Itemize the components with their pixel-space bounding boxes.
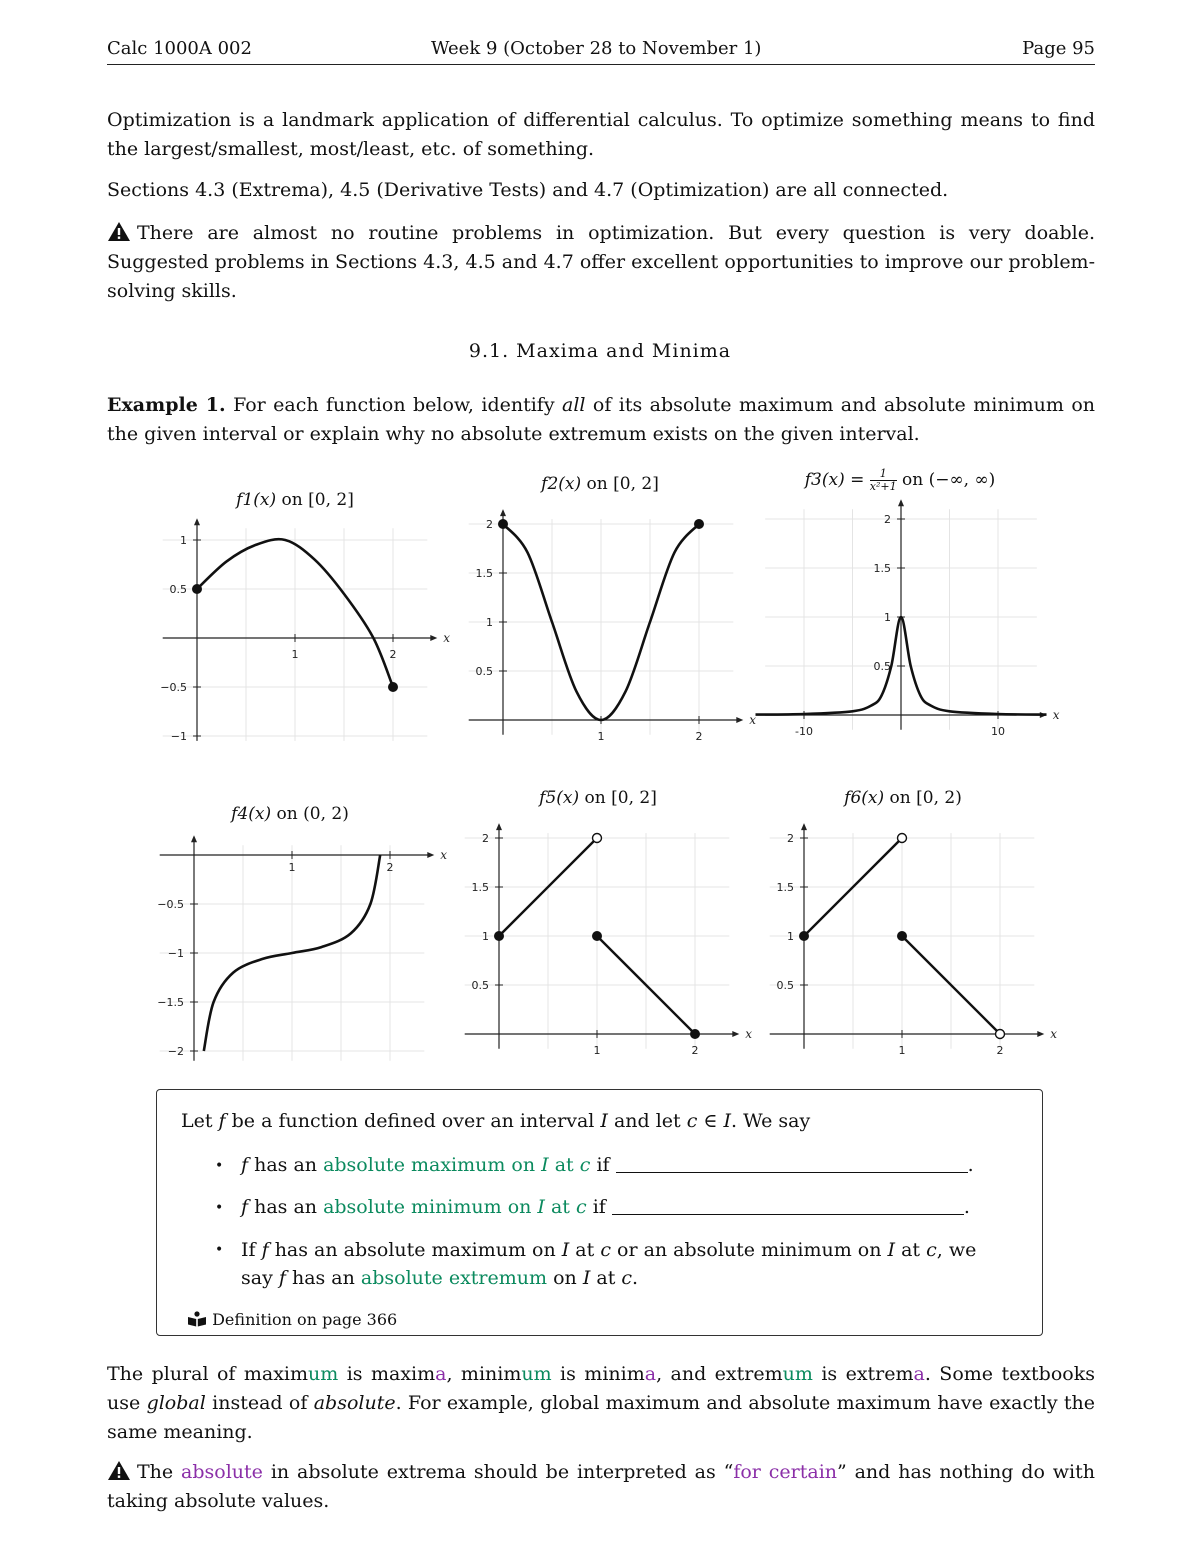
- y-tick-label: 0.5: [475, 665, 493, 678]
- x-tick-label: 2: [691, 1044, 699, 1057]
- plot-f4: [140, 835, 450, 1065]
- fill-in-blank-maximum[interactable]: [616, 1152, 968, 1173]
- plot-f6: [760, 820, 1060, 1065]
- x-axis-label: x: [443, 631, 451, 645]
- y-tick-label: 2: [884, 513, 891, 526]
- x-axis-arrow: [732, 1031, 739, 1037]
- example-label: Example 1.: [107, 394, 226, 416]
- absolute-note: The absolute in absolute extrema should be interpreted as “for certain” and has nothing do with taking absolute values.: [107, 1461, 1096, 1512]
- y-tick-label: 0.5: [169, 583, 187, 596]
- closed-endpoint-dot: [690, 1029, 700, 1039]
- plot-title-f2: f2(x) on [0, 2]: [541, 474, 659, 494]
- definition-intro: Let f be a function defined over an interval I and let c ∈ I. We say: [181, 1110, 811, 1132]
- closed-endpoint-dot: [192, 584, 202, 594]
- plot-f2: [455, 505, 755, 755]
- y-tick-label: −2: [167, 1045, 184, 1058]
- y-tick-label: 1: [787, 930, 794, 943]
- definition-box: [156, 1089, 1043, 1336]
- y-tick-label: 2: [486, 518, 493, 531]
- example-text-b: of its absolute maximum and absolute minimum on the given interval or explain why no absolute extremum exists on the given interval.: [107, 394, 1095, 445]
- y-tick-label: −1: [167, 947, 184, 960]
- intro-paragraph-1: Optimization is a landmark application of differential calculus. To optimize something means to find the largest/smallest, most/least, etc. of something.: [107, 109, 1095, 160]
- definition-absolute-extremum: If f has an absolute maximum on I at c or an absolute minimum on I at c, we say f has an absolute extremum on I at c.: [241, 1239, 977, 1289]
- y-axis-arrow: [496, 823, 502, 830]
- y-axis-arrow: [898, 499, 904, 506]
- x-tick-label: 2: [389, 648, 397, 661]
- y-tick-label: 1.5: [471, 881, 489, 894]
- closed-endpoint-dot: [498, 519, 508, 529]
- x-tick-label: 10: [991, 725, 1005, 738]
- y-tick-label: 1: [180, 534, 187, 547]
- x-axis-label: x: [1052, 708, 1060, 722]
- section-title: 9.1. Maxima and Minima: [468, 340, 732, 362]
- example-statement: [107, 391, 1095, 449]
- example-emphasis: all: [562, 394, 586, 416]
- intro-paragraph-2: Sections 4.3 (Extrema), 4.5 (Derivative Tests) and 4.7 (Optimization) are all connected.: [107, 179, 949, 201]
- example-text-a: For each function below, identify: [233, 394, 555, 416]
- y-tick-label: 0.5: [471, 979, 489, 992]
- closed-endpoint-dot: [897, 931, 907, 941]
- plot-title-f6: f6(x) on [0, 2): [844, 788, 962, 808]
- plot-f1: [140, 520, 450, 755]
- y-tick-label: −0.5: [160, 681, 187, 694]
- warning-icon: [107, 1460, 131, 1481]
- y-tick-label: 1: [482, 930, 489, 943]
- plot-title-f1: f1(x) on [0, 2]: [236, 490, 354, 510]
- x-tick-label: 2: [386, 861, 394, 874]
- x-axis-arrow: [736, 717, 743, 723]
- x-tick-label: 1: [291, 648, 299, 661]
- x-tick-label: -10: [795, 725, 813, 738]
- closed-endpoint-dot: [694, 519, 704, 529]
- y-tick-label: −1: [170, 730, 187, 743]
- y-axis-arrow: [194, 518, 200, 525]
- x-tick-label: 1: [288, 861, 296, 874]
- y-tick-label: 2: [482, 832, 489, 845]
- y-tick-label: 1.5: [776, 881, 794, 894]
- x-axis-label: x: [745, 1027, 753, 1041]
- x-tick-label: 1: [593, 1044, 601, 1057]
- plural-paragraph: The plural of maximum is maxima, minimum is minima, and extremum is extrema. Some textbooks use global instead of absolute. For example, global maximum and absolute maximum have exactly the same meaning.: [107, 1363, 1095, 1443]
- y-tick-label: 1: [486, 616, 493, 629]
- y-tick-label: −0.5: [157, 898, 184, 911]
- open-endpoint-dot: [593, 834, 602, 843]
- plot-f3: [760, 505, 1060, 755]
- plot-title-f5: f5(x) on [0, 2]: [539, 788, 657, 808]
- plot-title-f3: f3(x) = $\frac{1}{\text{x²+1}}$ on (−∞, ∞): [804, 467, 996, 493]
- bullet-1-marker: •: [215, 1158, 224, 1174]
- x-axis-arrow: [430, 635, 437, 641]
- x-axis-label: x: [440, 848, 448, 862]
- book-icon: [187, 1311, 207, 1327]
- page-number: Page 95: [1022, 38, 1095, 59]
- y-tick-label: 1.5: [475, 567, 493, 580]
- y-tick-label: 1: [884, 611, 891, 624]
- x-tick-label: 1: [597, 730, 605, 743]
- y-axis-arrow: [801, 823, 807, 830]
- closed-endpoint-dot: [388, 682, 398, 692]
- x-tick-label: 2: [695, 730, 703, 743]
- x-tick-label: 2: [996, 1044, 1004, 1057]
- closed-endpoint-dot: [799, 931, 809, 941]
- y-tick-label: −1.5: [157, 996, 184, 1009]
- x-axis-label: x: [749, 713, 757, 727]
- definition-absolute-maximum: f has an absolute maximum on I at c if .: [241, 1154, 974, 1176]
- y-axis-arrow: [500, 509, 506, 516]
- bullet-3-marker: •: [215, 1242, 224, 1258]
- y-tick-label: 0.5: [873, 660, 891, 673]
- y-axis-arrow: [191, 835, 197, 842]
- fill-in-blank-minimum[interactable]: [612, 1194, 964, 1215]
- closed-endpoint-dot: [494, 931, 504, 941]
- intro-paragraph-3: [107, 219, 1095, 306]
- course-name: Calc 1000A 002: [107, 38, 252, 59]
- y-tick-label: 2: [787, 832, 794, 845]
- x-axis-arrow: [1037, 1031, 1044, 1037]
- plot-title-f4: f4(x) on (0, 2): [231, 804, 349, 824]
- definition-absolute-minimum: f has an absolute minimum on I at c if .: [241, 1196, 970, 1218]
- open-endpoint-dot: [996, 1030, 1005, 1039]
- closed-endpoint-dot: [592, 931, 602, 941]
- definition-reference: Definition on page 366: [187, 1310, 397, 1329]
- page-header: [107, 38, 1095, 65]
- x-axis-label: x: [1050, 1027, 1058, 1041]
- x-axis-arrow: [427, 852, 434, 858]
- warning-icon: [107, 221, 131, 242]
- bullet-2-marker: •: [215, 1200, 224, 1216]
- x-tick-label: 1: [898, 1044, 906, 1057]
- plot-f5: [455, 820, 755, 1065]
- warning-text: There are almost no routine problems in optimization. But every question is very doable. Suggested problems in Sections 4.3, 4.5 and 4.7 offer excellent opportunities to improve our problem-solving skills.: [107, 222, 1095, 302]
- y-tick-label: 1.5: [873, 562, 891, 575]
- week-range: Week 9 (October 28 to November 1): [431, 38, 762, 59]
- open-endpoint-dot: [898, 834, 907, 843]
- y-tick-label: 0.5: [776, 979, 794, 992]
